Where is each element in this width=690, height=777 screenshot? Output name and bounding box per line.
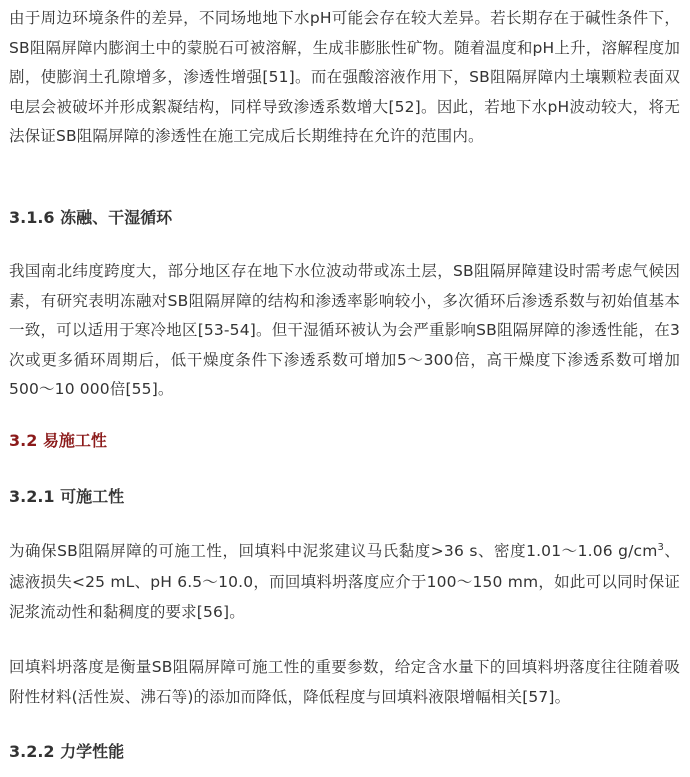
heading-3-2: 3.2 易施工性 — [9, 431, 107, 450]
paragraph-slump: 回填料坍落度是衡量SB阻隔屏障可施工性的重要参数，给定含水量下的回填料坍落度往往随着吸附性材料(活性炭、沸石等)的添加而降低，降低程度与回填料液限增幅相关[57]。 — [9, 658, 680, 706]
paragraph-constructability-part-a: 为确保SB阻隔屏障的可施工性，回填料中泥浆建议马氏黏度>36 s、密度1.01～1.06 g/cm — [9, 542, 658, 560]
heading-3-2-2: 3.2.2 力学性能 — [9, 742, 125, 761]
paragraph-freeze-thaw: 我国南北纬度跨度大，部分地区存在地下水位波动带或冻土层，SB阻隔屏障建设时需考虑气候因素，有研究表明冻融对SB阻隔屏障的结构和渗透率影响较小，多次循环后渗透系数与初始值基本一致，可以适用于寒冷地区[53-54]。但干湿循环被认为会严重影响SB阻隔屏障的渗透性能，在3次或更多循环周期后，低干燥度条件下渗透系数可增加5～300倍，高干燥度下渗透系数可增加500～10 000倍[55]。 — [9, 262, 680, 398]
heading-3-2-1: 3.2.1 可施工性 — [9, 487, 125, 506]
paragraph-constructability-part-b: 、滤液损失<25 mL、pH 6.5～10.0，而回填料坍落度应介于100～150 mm，如此可以同时保证泥浆流动性和黏稠度的要求[56]。 — [9, 542, 680, 621]
paragraph-constructability — [9, 536, 680, 628]
superscript-3: 3 — [657, 541, 664, 553]
paragraph-ph-effect: 由于周边环境条件的差异，不同场地地下水pH可能会存在较大差异。若长期存在于碱性条件下，SB阻隔屏障内膨润土中的蒙脱石可被溶解，生成非膨胀性矿物。随着温度和pH上升，溶解程度加剧，使膨润土孔隙增多，渗透性增强[51]。而在强酸溶液作用下，SB阻隔屏障内土壤颗粒表面双电层会被破坏并形成絮凝结构，同样导致渗透系数增大[52]。因此，若地下水pH波动较大，将无法保证SB阻隔屏障的渗透性在施工完成后长期维持在允许的范围内。 — [9, 9, 680, 145]
heading-3-1-6: 3.1.6 冻融、干湿循环 — [9, 208, 173, 227]
